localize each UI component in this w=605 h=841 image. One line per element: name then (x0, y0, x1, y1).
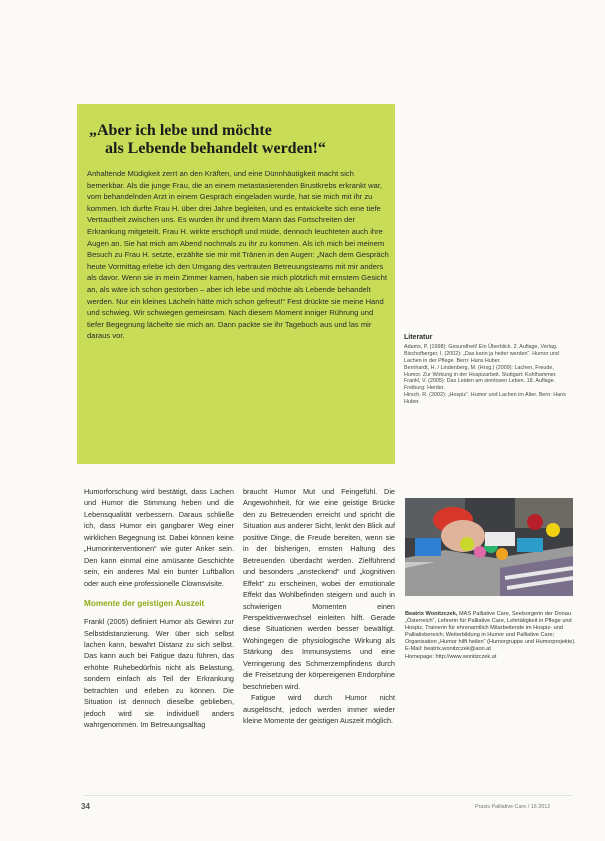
quote-title-line2: als Lebende behandelt werden!“ (105, 140, 326, 157)
author-name: Beatrix Wonitzczek, (405, 611, 458, 617)
author-email[interactable]: E-Mail: beatrix.wonitzczek@aon.at (405, 646, 491, 653)
literature-section (404, 335, 572, 406)
body-column-2 (243, 486, 395, 727)
column1-intro: Humorforschung wird bestätigt, dass Lachen und Humor die Stimmung heben und die Lebensqualität verbessern. Daraus schließe ich, dass Humor ein gangbarer Weg einer wirklichen Begegnung ist. Dabei können keine „Humorinterventionen“ wie guter Anker sein. Den kann einmal eine amüsante Geschichte sein, ein anderes Mal ein bunter Luftballon oder auch eine professionelle Clownsvisite. (84, 487, 234, 588)
literature-entry: Hirsch, R. (2002): „Hospiz“. Humor und Lachen im Alter. Bern: Hans Huber. (404, 392, 566, 406)
quote-title (89, 122, 389, 158)
section-heading: Momente der geistigen Auszeit (84, 599, 205, 609)
clown-photo-image (405, 498, 573, 596)
quote-story: Anhaltende Müdigkeit zerrt an den Kräften, und eine Dünnhäutigkeit macht sich bemerkbar. Als die junge Frau, die an einem metastasierenden Brustkrebs erkrankt war, vom behandelnden Arzt in einem Gespräch eingeladen wurde, hat sie mich mit ihr zu kommen. Ich durfte Frau H. über drei Jahre begleiten, und es entwickelte sich eine tiefe Vertrautheit zwischen uns. Es wurden ihr und ihrem Mann das Fortschreiten der Erkrankung mitgeteilt. Frau H. wirkte erschöpft und müde, dennoch leuchteten auch ihre Augen an. Sie hat mich am Abend nochmals zu ihr zu kommen. Als ich mich bei meinem Besuch zu Frau H. setzte, erzählte sie mir mit Tränen in den Augen: „Nach dem Gespräch heute Vormittag erlebe ich den Umgang des vertrauten Betreuungsteams mit mir anders als davor. Wenn sie in mein Zimmer kamen, haben sie mich plötzlich mit ernstem Gesicht an, als wäre ich schon gestorben – aber ich lebe und möchte als Lebende behandelt werden. Nur ein kleines Lächeln hätte mich schon gefreut!“ Fest drückte sie meine Hand und schwieg. Wir schwiegen gemeinsam. Nach diesem Moment inniger Rührung und tiefer Begegnung lächelte sie mich an. Dann packte sie ihr Tagebuch aus und las mir daraus vor. (87, 169, 389, 341)
body-column-1 (84, 486, 234, 731)
literature-entry: Bischofberger, I. (2002): „Das kann ja heiter werden“. Humor und Lachen in der Pflege. Bern: Hans Huber. (404, 350, 559, 364)
literature-heading: Literatur (404, 334, 433, 341)
literature-entry: Frankl, V. (2005): Das Leiden am sinnlosen Leben. 18. Auflage. Freiburg: Herder. (404, 378, 556, 392)
literature-entry: Adams, P. (1998): Gesundheit! Ein Überblick. 2. Auflage, Verlag. (404, 343, 558, 350)
column2-paragraph-2: Fatigue wird durch Humor nicht ausgelöscht, jedoch werden immer wieder kleine Momente der geistigen Auszeit möglich. (243, 693, 395, 726)
footer-divider (84, 795, 572, 796)
page-number: 34 (81, 802, 90, 811)
author-homepage[interactable]: Homepage: http://www.wonitzczek.at (405, 653, 497, 660)
quote-box (77, 104, 395, 464)
author-bio (405, 611, 577, 661)
journal-footer: Praxis Palliative Care / 16 2012 (475, 804, 551, 810)
literature-entry: Bernhardt, H. / Lindenberg, M. (Hrsg.) (2009): Lachen, Freude, Humor. Zur Wirkung in der Hospizarbeit. Stuttgart: Kohlhammer. (404, 364, 557, 378)
author-bio-text (405, 611, 577, 646)
column2-paragraph-1: braucht Humor Mut und Feingefühl. Die Angewohnheit, für wie eine geistige Brücke den zu Betreuenden erreicht und spricht die Situation aus anderer Sicht, lenkt den Blick auf positive Dinge, die Freude bereiten, wenn sie in der bisherigen, ernsten Haltung des Betreuenden überdacht werden. Zielführend und besonders „ansteckend“ und „kognitiven Effekt“ zu erscheinen, wobei der emotionale Effekt das Wohlbefinden steigern und auch in schwierigen Momenten einen Perspektivenwechsel einleiten hilft. Gerade diese Situationen werden besser bewältigt. Wohingegen die physiologische Wirkung als Stärkung des Immunsystems und eine Verringerung des Schmerzempfindens durch die Freisetzung der körpereigenen Endorphine beschrieben wird. (243, 487, 395, 691)
author-description: MAS Palliative Care, Seelsorgerin der Donau „Österreich“, Lehrerin für Palliative Care, Lehrtätigkeit in Pflege und Hospiz, Trainerin für ehrenamtlich Mitarbeitende im Hospiz- und Palliativbereich; Weiterbildung in Humor und Palliative Care; Organisation „Humor hilft heilen“ (Humorgruppe und Humorprojekte). (405, 611, 576, 646)
quote-title-line1: „Aber ich lebe und möchte (89, 122, 272, 139)
clown-photo (405, 498, 573, 596)
column1-body: Frankl (2005) definiert Humor als Gewinn zur Selbstdistanzierung. Wer über sich selbst lachen kann, bewahrt Distanz zu sich selbst. Das kann auch bei Fatigue dazu führen, das erhöhte Ruhebedürfnis nicht als Belastung, sondern einfach als Teil der Erkrankung betrachten und erleben zu können. Die Situation ist dennoch dieselbe geblieben, jedoch wird sie individuell anders wahrgenommen. Im Betreuungsalltag (84, 617, 234, 730)
